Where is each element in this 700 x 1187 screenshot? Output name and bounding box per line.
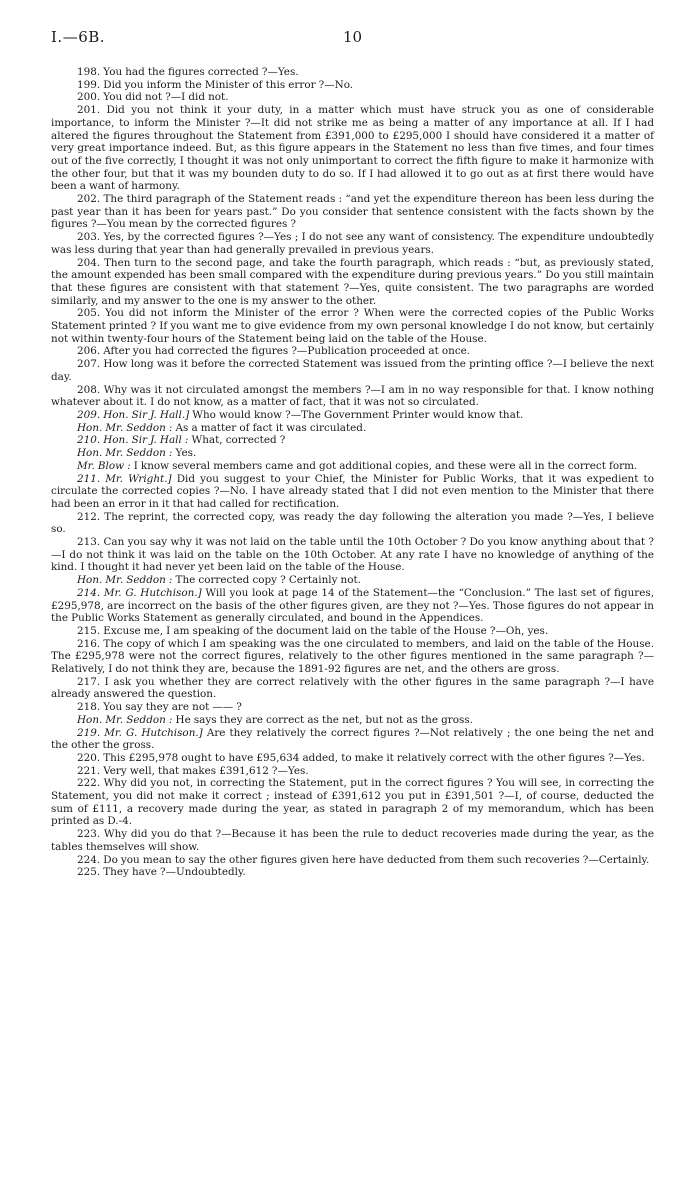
paragraph-text: 199. Did you inform the Minister of this error ?—No. xyxy=(77,78,354,91)
page-header xyxy=(51,0,654,48)
paragraph-text: 213. Can you say why it was not laid on the table until the 10th October ? Do you know anything about that ?—I do not think it was laid on the table on the 10th October. At any rate I have no knowledge of anything of the kind. I thought it had never yet been laid on the table of the House. xyxy=(51,536,654,574)
evidence-paragraph xyxy=(51,828,654,853)
evidence-paragraph xyxy=(51,193,654,231)
evidence-paragraph xyxy=(51,727,654,752)
evidence-paragraph xyxy=(51,866,654,879)
speaker-label: 219. Mr. G. Hutchison.] xyxy=(77,726,203,739)
evidence-paragraph xyxy=(51,765,654,778)
paragraph-text: Did you suggest to your Chief, the Minister for Public Works, that it was expedient to circulate the corrected copies ?—No. I have already stated that I did not even mention to the Minister that there had been an error in it that had called for rectification. xyxy=(51,472,654,510)
paragraph-text: 224. Do you mean to say the other figures given here have deducted from them such recoveries ?—Certainly. xyxy=(77,853,650,866)
paragraph-text: 218. You say they are not —— ? xyxy=(77,701,242,714)
paragraph-text: As a matter of fact it was circulated. xyxy=(172,421,367,434)
evidence-paragraph xyxy=(51,574,654,587)
paragraph-text: I know several members came and got additional copies, and these were all in the correct form. xyxy=(130,459,638,472)
evidence-paragraph xyxy=(51,638,654,676)
speaker-label: Hon. Mr. Seddon : xyxy=(77,713,173,726)
evidence-paragraph xyxy=(51,777,654,828)
paragraph-text: What, corrected ? xyxy=(188,434,286,447)
paragraph-text: Yes. xyxy=(172,447,197,460)
evidence-paragraph xyxy=(51,752,654,765)
evidence-paragraph xyxy=(51,701,654,714)
evidence-paragraph xyxy=(51,384,654,409)
speaker-label: Mr. Blow : xyxy=(77,459,131,472)
evidence-paragraph xyxy=(51,79,654,92)
paragraph-text: 207. How long was it before the corrected Statement was issued from the printing office ?—I believe the next day. xyxy=(51,358,654,383)
evidence-paragraph xyxy=(51,625,654,638)
paragraph-text: 216. The copy of which I am speaking was the one circulated to members, and laid on the table of the House. The £295,978 were not the correct figures, relatively to the other figures mentioned in the same paragraph ?—Relatively, I do not think they are, because the 1891-92 figures are net, and the others are gross. xyxy=(51,637,654,676)
evidence-paragraph xyxy=(51,257,654,308)
paragraph-text: 222. Why did you not, in correcting the Statement, put in the correct figures ? You will see, in correcting the Statement, you did not make it correct ; instead of £391,612 you put in £391,501 ?—I, of course, deducted the sum of £111, a recovery made during the year, as stated in paragraph 2 of my memorandum, which has been printed as D.-4. xyxy=(51,777,654,828)
speaker-label: 210. Hon. Sir J. Hall : xyxy=(77,434,189,447)
paragraph-text: 206. After you had corrected the figures ?—Publication proceeded at once. xyxy=(77,345,471,358)
speaker-label: Hon. Mr. Seddon : xyxy=(77,421,173,434)
evidence-paragraph xyxy=(51,511,654,536)
paragraph-text: 208. Why was it not circulated amongst the members ?—I am in no way responsible for that. I know nothing whatever about it. I do not know, as a matter of fact, that it was not so circulated. xyxy=(51,383,654,409)
paragraph-text: 200. You did not ?—I did not. xyxy=(77,91,229,104)
paragraph-text: 217. I ask you whether they are correct relatively with the other figures in the same paragraph ?—I have already answered the question. xyxy=(51,675,654,701)
paragraph-text: 223. Why did you do that ?—Because it has been the rule to deduct recoveries made during the year, as the tables themselves will show. xyxy=(51,828,654,853)
paragraph-text: 205. You did not inform the Minister of the error ? When were the corrected copies of the Public Works Statement printed ? If you want me to give evidence from my own personal knowledge I do not know, but certainly not within twenty-four hours of the Statement being laid on the table of the House. xyxy=(51,307,654,345)
speaker-label: Hon. Mr. Seddon : xyxy=(77,574,173,587)
paragraph-text: Who would know ?—The Government Printer would know that. xyxy=(189,408,524,421)
paragraph-text: 212. The reprint, the corrected copy, was ready the day following the alteration you made ?—Yes, I believe so. xyxy=(51,510,654,536)
paragraph-text: 203. Yes, by the corrected figures ?—Yes ; I do not see any want of consistency. The expenditure undoubtedly was less during that year than had generally prevailed in previous years. xyxy=(51,231,654,256)
paragraph-text: 215. Excuse me, I am speaking of the document laid on the table of the House ?—Oh, yes. xyxy=(77,624,549,637)
evidence-paragraph xyxy=(51,536,654,574)
evidence-paragraph xyxy=(51,460,654,473)
evidence-paragraph xyxy=(51,676,654,701)
evidence-paragraph xyxy=(51,587,654,625)
speaker-label: 211. Mr. Wright.] xyxy=(77,472,172,485)
paragraph-text: 201. Did you not think it your duty, in a matter which must have struck you as one of considerable importance, to inform the Minister ?—It did not strike me as being a matter of any importance at all. If I had altered the figures throughout the Statement from £391,000 to £295,000 I should have considered it a matter of very great importance indeed. But, as this figure appears in the Statement no less than five times, and four times out of the five correctly, I thought it was not only unimportant to correct the fifth figure to make it harmonize with the other four, but that it was my bounden duty to do so. If I had allowed it to go out as at first there would have been a want of harmony. xyxy=(51,104,654,193)
evidence-paragraph xyxy=(51,447,654,460)
evidence-paragraph xyxy=(51,104,654,193)
evidence-paragraph xyxy=(51,358,654,383)
evidence-paragraph xyxy=(51,422,654,435)
paragraph-text: 204. Then turn to the second page, and take the fourth paragraph, which reads : “but, as previously stated, the amount expended has been small compared with the expenditure during previous years.” Do you still maintain that these figures are consistent with that statement ?—Yes, quite consistent. The two paragraphs are worded similarly, and my answer to the one is my answer to the other. xyxy=(51,256,654,307)
speaker-label: 214. Mr. G. Hutchison.] xyxy=(77,586,202,599)
paragraph-text: 225. They have ?—Undoubtedly. xyxy=(77,866,246,879)
paragraph-text: 220. This £295,978 ought to have £95,634 added, to make it relatively correct with the other figures ?—Yes. xyxy=(77,751,645,764)
paragraph-text: He says they are correct as the net, but not as the gross. xyxy=(172,713,473,726)
evidence-paragraph xyxy=(51,307,654,345)
page-number: 10 xyxy=(343,28,363,46)
paragraph-text: The corrected copy ? Certainly not. xyxy=(172,574,361,587)
paragraph-text: Are they relatively the correct figures ?—Not relatively ; the one being the net and the other the gross. xyxy=(51,726,654,752)
paragraph-text: 202. The third paragraph of the Statement reads : “and yet the expenditure thereon has been less during the past year than it has been for years past.” Do you consider that sentence consistent with the facts shown by the figures ?—You mean by the corrected figures ? xyxy=(51,193,654,231)
speaker-label: Hon. Mr. Seddon : xyxy=(77,447,173,460)
speaker-label: 209. Hon. Sir J. Hall.] xyxy=(77,408,190,421)
paragraph-text: Will you look at page 14 of the Statement—the “Conclusion.” The last set of figures, £295,978, are incorrect on the basis of the other figures given, are they not ?—Yes. Those figures do not appear in the Public Works Statement as generally circulated, and bound in the Appendices. xyxy=(51,586,655,625)
evidence-paragraph xyxy=(51,434,654,447)
evidence-text xyxy=(51,66,654,879)
evidence-paragraph xyxy=(51,409,654,422)
evidence-paragraph xyxy=(51,714,654,727)
evidence-paragraph xyxy=(51,66,654,79)
paragraph-text: 221. Very well, that makes £391,612 ?—Yes. xyxy=(77,764,309,777)
evidence-paragraph xyxy=(51,854,654,867)
paper-reference: I.—6B. xyxy=(51,28,106,46)
evidence-paragraph xyxy=(51,345,654,358)
evidence-paragraph xyxy=(51,231,654,256)
paragraph-text: 198. You had the figures corrected ?—Yes. xyxy=(77,66,299,78)
evidence-paragraph xyxy=(51,91,654,104)
evidence-paragraph xyxy=(51,473,654,511)
